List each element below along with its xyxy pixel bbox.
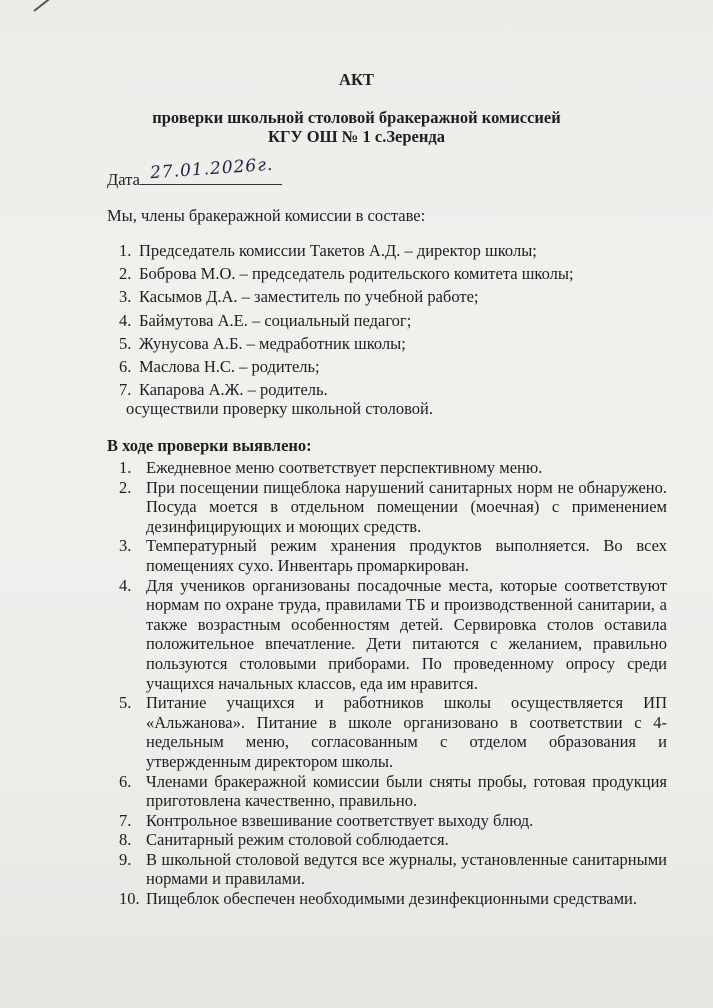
- list-item: 2. При посещении пищеблока нарушений санитарных норм не обнаружено. Посуда моется в отдельном помещении (моечная) с применением дезинфицирующих и моющих средств.: [119, 477, 667, 536]
- date-row: [107, 154, 282, 190]
- list-item: 5. Жунусова А.Б. – медработник школы;: [119, 333, 406, 353]
- summary-text: осуществили проверку школьной столовой.: [126, 399, 433, 418]
- list-item: 7. Капарова А.Ж. – родитель.: [119, 380, 328, 400]
- list-item: 3. Температурный режим хранения продуктов выполняется. Во всех помещениях сухо. Инвентарь промаркирован.: [119, 536, 667, 575]
- list-item: 4. Для учеников организованы посадочные места, которые соответствуют нормам по охране труда, правилами ТБ и производственной санитарии, а также возрастным особенностям детей. Сервировка столов оставила положительное впечатление. Дети питаются с желанием, правильно пользуются столовыми приборами. По проведенному опросу среди учащихся начальных классов, еда им нравится.: [119, 575, 667, 693]
- handwritten-date: 27.01.2026г.: [149, 154, 274, 184]
- document-title: АКТ: [339, 70, 374, 89]
- list-item: 3. Касымов Д.А. – заместитель по учебной работе;: [119, 287, 479, 307]
- date-field: [140, 154, 282, 185]
- list-item: 6. Маслова Н.С. – родитель;: [119, 356, 320, 376]
- list-item: 9. В школьной столовой ведутся все журналы, установленные санитарными нормами и правилами.: [119, 849, 667, 889]
- list-item: 8. Санитарный режим столовой соблюдается.: [119, 830, 449, 850]
- list-item: 4. Баймутова А.Е. – социальный педагог;: [119, 310, 412, 330]
- document-subtitle-line1: проверки школьной столовой бракеражной комиссией: [152, 108, 561, 127]
- list-item: 1. Ежедневное меню соответствует перспективному меню.: [119, 458, 543, 477]
- intro-text: Мы, члены бракеражной комиссии в составе:: [107, 206, 426, 225]
- findings-list: [119, 458, 667, 909]
- list-item: 6. Членами бракеражной комиссии были сняты пробы, готовая продукция приготовлена качественно, правильно.: [119, 771, 667, 811]
- list-item: 1. Председатель комиссии Такетов А.Д. – директор школы;: [119, 241, 537, 260]
- list-item: 5. Питание учащихся и работников школы осуществляется ИП «Альжанова». Питание в школе организовано в соответствии с 4-недельным меню, согласованным с отделом образования и утвержденным директором школы.: [119, 693, 667, 771]
- list-item: 2. Боброва М.О. – председатель родительского комитета школы;: [119, 264, 574, 284]
- document-subtitle-line2: КГУ ОШ № 1 с.Зеренда: [268, 127, 445, 146]
- list-item: 7. Контрольное взвешивание соответствует выходу блюд.: [119, 810, 534, 830]
- pen-stroke-mark: [33, 0, 67, 12]
- commission-members-list: [119, 241, 574, 403]
- date-label: Дата: [107, 170, 140, 189]
- list-item: 10. Пищеблок обеспечен необходимыми дезинфекционными средствами.: [119, 889, 637, 909]
- findings-heading: В ходе проверки выявлено:: [107, 436, 312, 455]
